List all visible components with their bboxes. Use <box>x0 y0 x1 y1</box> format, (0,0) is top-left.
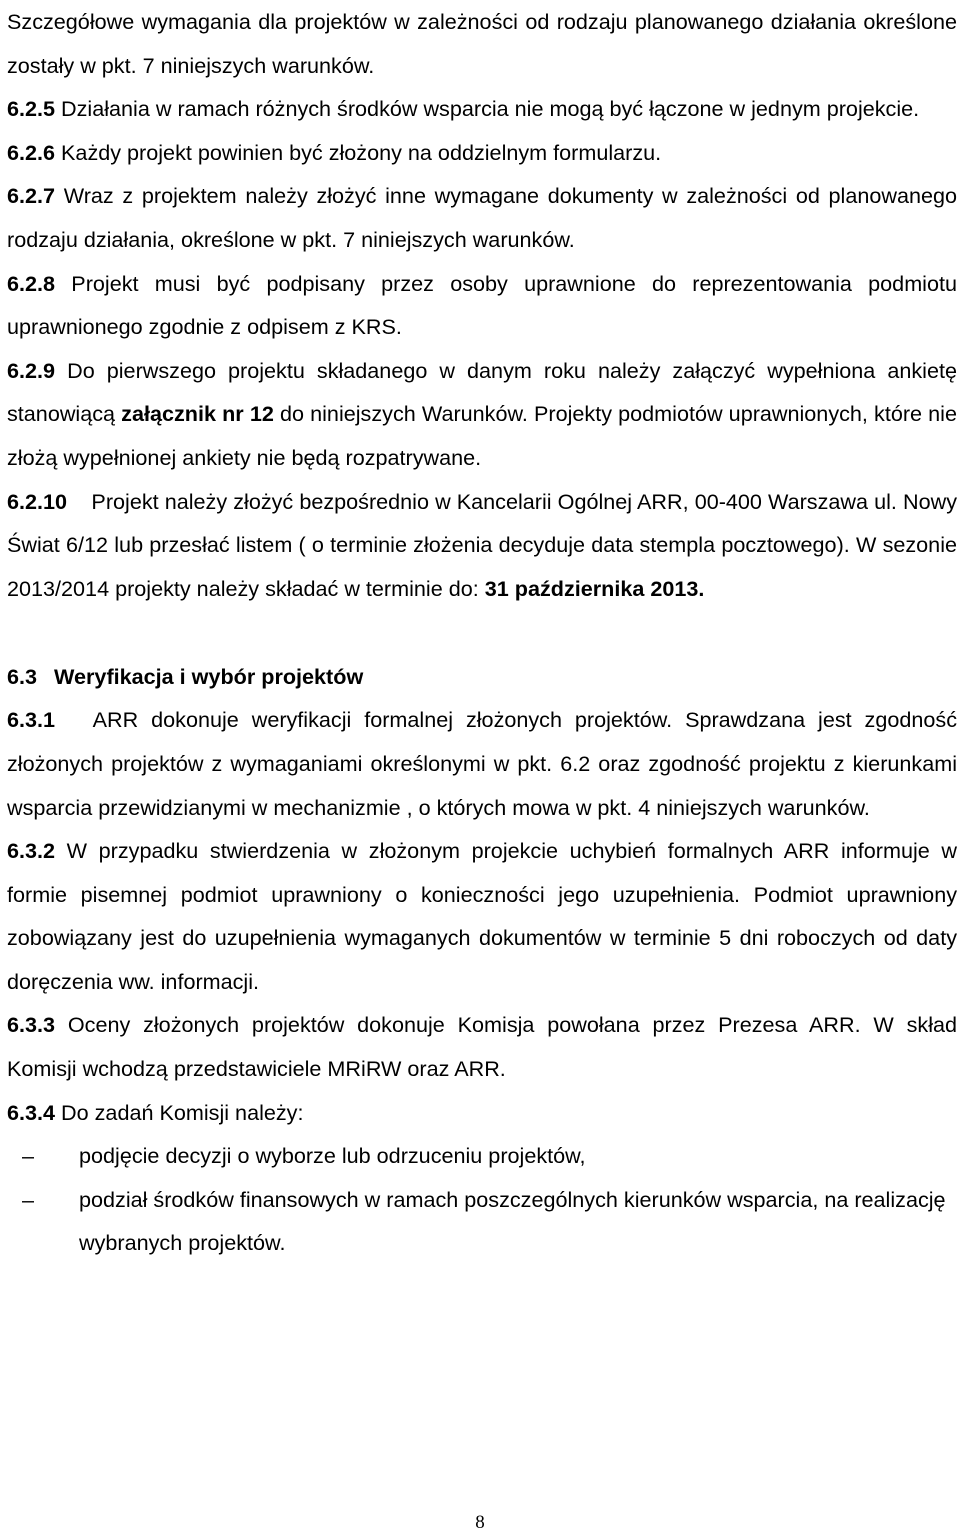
dash-bullet: – <box>22 1143 35 1169</box>
section-text: do niniejszych Warunków. Projekty podmiotów uprawnionych, które nie złożą wypełnionej ankiety nie będą rozpatrywane. <box>7 401 957 470</box>
section-number: 6.2.8 <box>7 270 56 296</box>
section-number: 6.3.4 <box>7 1099 56 1125</box>
section-text: Projekt musi być podpisany przez osoby uprawnione do reprezentowania podmiotu uprawnionego zgodnie z odpisem z KRS. <box>7 270 957 340</box>
section-number: 6.3.2 <box>7 838 56 864</box>
section-text: Działania w ramach różnych środków wsparcia nie mogą być łączone w jednym projekcie. <box>61 96 920 122</box>
heading-title: Weryfikacja i wybór projektów <box>54 664 364 690</box>
deadline-date: 31 października 2013. <box>484 575 705 601</box>
section-6-3-1 <box>0 698 960 829</box>
section-number: 6.2.5 <box>7 96 56 122</box>
section-number: 6.2.7 <box>7 183 56 209</box>
list-item <box>0 1178 960 1265</box>
section-text: Do pierwszego projektu składanego w danym roku należy załączyć wypełniona ankietę stanowiącą <box>7 357 957 427</box>
section-6-2-8 <box>0 262 960 349</box>
section-6-3-4 <box>0 1091 960 1135</box>
section-text: Do zadań Komisji należy: <box>61 1099 304 1125</box>
section-number: 6.2.9 <box>7 357 56 383</box>
list-item <box>0 1134 960 1178</box>
section-text: Każdy projekt powinien być złożony na oddzielnym formularzu. <box>61 139 662 165</box>
section-6-2-5 <box>0 87 960 131</box>
section-6-3-2 <box>0 829 960 1003</box>
section-number: 6.2.10 <box>7 488 68 514</box>
section-6-2-6 <box>0 131 960 175</box>
page-number: 8 <box>475 1512 485 1533</box>
section-number: 6.2.6 <box>7 139 56 165</box>
heading-number: 6.3 <box>7 664 38 690</box>
section-text: Oceny złożonych projektów dokonuje Komisja powołana przez Prezesa ARR. W skład Komisji wchodzą przedstawiciele MRiRW oraz ARR. <box>7 1012 958 1082</box>
list-item-text: podział środków finansowych w ramach poszczególnych kierunków wsparcia, na realizację wybranych projektów. <box>79 1186 946 1256</box>
section-number: 6.3.3 <box>7 1012 56 1038</box>
section-text: ARR dokonuje weryfikacji formalnej złożonych projektów. Sprawdzana jest zgodność złożonych projektów z wymaganiami określonymi w pkt. 6.2 oraz zgodność projektu z kierunkami wsparcia przewidzianymi w mechanizmie , o których mowa w pkt. 4 niniejszych warunków. <box>7 707 957 820</box>
section-heading-6-3 <box>0 655 960 698</box>
intro-paragraph: Szczegółowe wymagania dla projektów w zależności od rodzaju planowanego działania określone zostały w pkt. 7 niniejszych warunków. <box>7 9 957 78</box>
attachment-reference: załącznik nr 12 <box>121 401 274 427</box>
section-number: 6.3.1 <box>7 707 56 733</box>
dash-bullet: – <box>22 1186 35 1212</box>
section-text: W przypadku stwierdzenia w złożonym projekcie uchybień formalnych ARR informuje w formie pisemnej podmiot uprawniony o konieczności jego uzupełnienia. Podmiot uprawniony zobowiązany jest do uzupełnienia wymaganych dokumentów w terminie 5 dni roboczych od daty doręczenia ww. informacji. <box>7 838 957 994</box>
section-6-2-7 <box>0 174 960 261</box>
section-text: Wraz z projektem należy złożyć inne wymagane dokumenty w zależności od planowanego rodzaju działania, określone w pkt. 7 niniejszych warunków. <box>7 183 958 252</box>
section-6-2-10 <box>0 480 960 611</box>
section-6-3-3 <box>0 1003 960 1090</box>
section-text: Projekt należy złożyć bezpośrednio w Kancelarii Ogólnej ARR, 00-400 Warszawa ul. Nowy Świat 6/12 lub przesłać listem ( o terminie złożenia decyduje data stempla pocztowego). W sezonie 2013/2014 projekty należy składać w terminie do: <box>7 488 957 601</box>
list-item-text: podjęcie decyzji o wyborze lub odrzuceniu projektów, <box>79 1143 586 1169</box>
section-6-2-9 <box>0 349 960 480</box>
